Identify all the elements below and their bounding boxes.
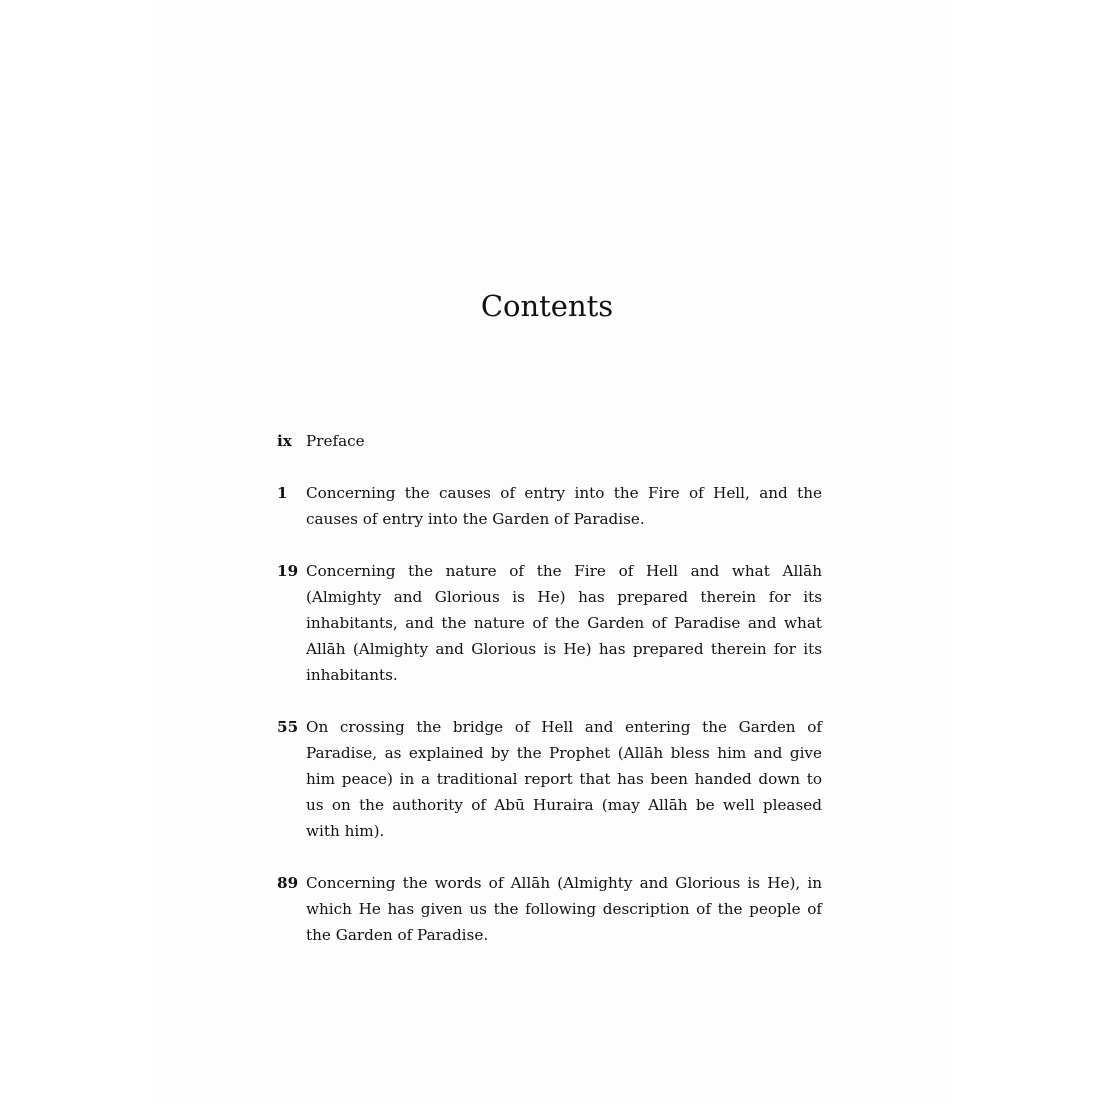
table-of-contents	[277, 428, 822, 974]
toc-page-number: 55	[277, 718, 299, 736]
toc-entry-chapter-4	[277, 870, 822, 948]
toc-entry-text: Concerning the nature of the Fire of Hell and what Allāh (Almighty and Glorious is He) has prepared therein for its inhabitants, and the nature of the Garden of Paradise and what Allāh (Almighty and Glorious is He) has prepared therein for its inhabitants.	[306, 562, 822, 684]
toc-entry-text: On crossing the bridge of Hell and entering the Garden of Paradise, as explained by the Prophet (Allāh bless him and give him peace) in a traditional report that has been handed down to us on the authority of Abū Huraira (may Allāh be well pleased with him).	[306, 718, 822, 840]
page-title: Contents	[480, 289, 614, 323]
toc-entry-text: Preface	[306, 432, 365, 450]
toc-entry-chapter-1	[277, 480, 822, 532]
book-page	[152, 0, 952, 1104]
toc-page-number: ix	[277, 432, 292, 450]
toc-entry-chapter-2	[277, 558, 822, 688]
toc-entry-text: Concerning the causes of entry into the Fire of Hell, and the causes of entry into the Garden of Paradise.	[306, 484, 822, 528]
toc-entry-text: Concerning the words of Allāh (Almighty and Glorious is He), in which He has given us the following description of the people of the Garden of Paradise.	[306, 874, 822, 944]
toc-page-number: 89	[277, 874, 299, 892]
toc-entry-preface	[277, 428, 822, 454]
toc-page-number: 19	[277, 562, 299, 580]
toc-entry-chapter-3	[277, 714, 822, 844]
toc-page-number: 1	[277, 484, 288, 502]
